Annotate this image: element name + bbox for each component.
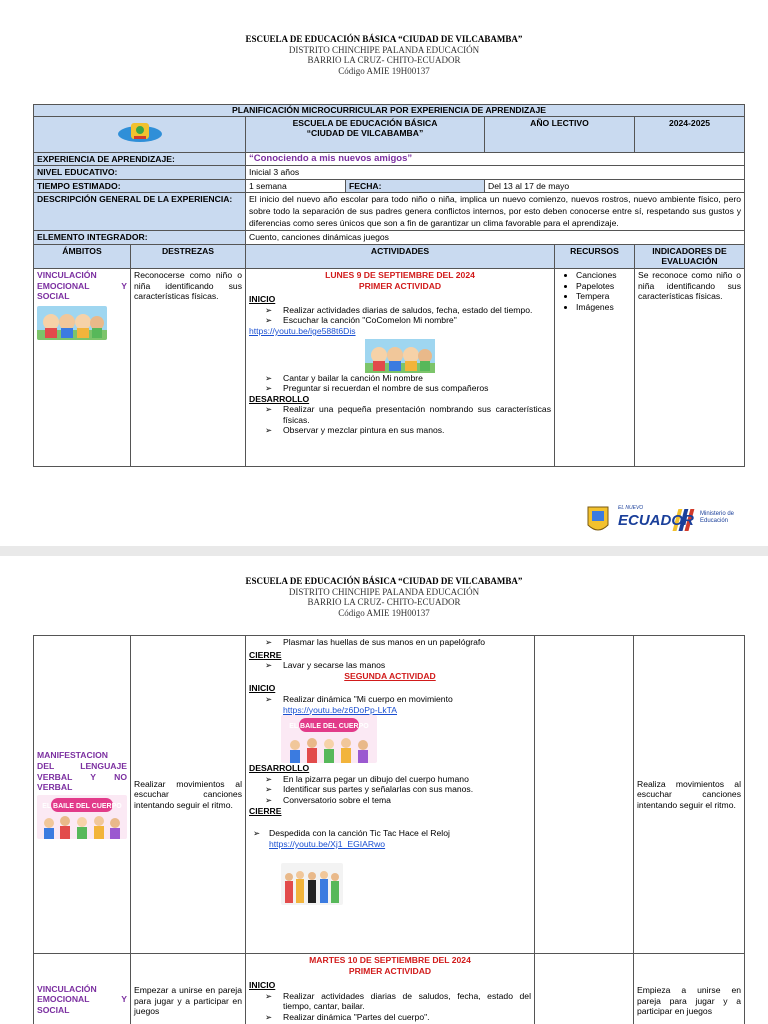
baile-cuerpo-image (37, 795, 127, 839)
school-logo-icon (116, 118, 164, 148)
row2-ambito: MANIFESTACION DEL LENGUAJE VERBAL Y NO VERBAL (37, 750, 127, 793)
list-item: ➢ Realizar dinámica "Mi cuerpo en movimiento https://youtu.be/z6DoPp-LkTA (265, 693, 453, 715)
cocomelon-image (37, 306, 107, 340)
row1-day: LUNES 9 DE SEPTIEMBRE DEL 2024 (325, 269, 475, 280)
row3-activity-title: PRIMER ACTIVIDAD (348, 965, 432, 976)
row2-destreza: Realizar movimientos al escuchar canciones intentando seguir el ritmo. (131, 636, 246, 954)
list-item: ➢ Conversatorio sobre el tema (265, 794, 391, 805)
tiempo-value: 1 semana (246, 179, 346, 193)
ano-lectivo-label: AÑO LECTIVO (485, 116, 635, 152)
list-item: ➢ Realizar una pequeña presentación nombrando sus características físicas. (265, 404, 551, 425)
row3-ambito: VINCULACIÓN EMOCIONAL Y SOCIAL (37, 983, 127, 1015)
row1-inicio: INICIO (249, 294, 276, 305)
row2-cierre2: CIERRE (249, 805, 282, 816)
row1-indicador: Se reconoce como niño o niña identificando sus características físicas. (635, 268, 745, 466)
tiempo-label: TIEMPO ESTIMADO: (34, 179, 246, 193)
descripcion-value: El inicio del nuevo año escolar para todo niño o niña, implica un nuevo comienzo, nuevos rostros, nuevo ambiente físico, pero sobre todo la separación de sus padres genera conflictos internos, por esto deben conocerse entre sí, respetando sus gustos y diferencias como seres únicos que son a fin de garantizar un clima favorable para el aprendizaje. (246, 193, 745, 231)
planning-table-continued (33, 635, 745, 1024)
list-item: ➢ Realizar dinámica "Partes del cuerpo". (265, 1011, 430, 1022)
recursos-list (558, 270, 631, 312)
list-item: ➢ Realizar actividades diarias de saludos, fecha, estado del tiempo, cantar, bailar. (265, 990, 531, 1012)
row2-cierre: CIERRE (249, 649, 282, 660)
row2-cierre2-list (249, 828, 531, 849)
school-logo-cell (34, 116, 246, 152)
list-item: ➢ Identificar sus partes y señalarlas con sus manos. (265, 784, 474, 795)
row2-desarrollo-list (249, 774, 531, 806)
row2-actividades (246, 636, 535, 954)
ministerio-logo (584, 503, 744, 537)
row1-ambito: VINCULACIÓN EMOCIONAL Y SOCIAL (37, 269, 127, 302)
list-item: • Papelotes (576, 281, 631, 292)
col-indicadores: INDICADORES DE EVALUACIÓN (635, 244, 745, 268)
col-actividades: ACTIVIDADES (246, 244, 555, 268)
row3-recursos (535, 954, 634, 1024)
row1-recursos (555, 268, 635, 466)
school-header-title: ESCUELA DE EDUCACIÓN BÁSICA “CIUDAD DE VILCABAMBA” (245, 576, 523, 586)
list-item: • Canciones (576, 270, 631, 281)
row3-inicio: INICIO (249, 980, 276, 991)
elemento-label: ELEMENTO INTEGRADOR: (34, 231, 246, 245)
row1-desarrollo-list (249, 404, 551, 436)
list-item: • Imágenes (576, 302, 631, 313)
baile-cuerpo-video-image (281, 715, 377, 763)
row3-inicio-list (249, 991, 531, 1023)
ano-lectivo-value: 2024-2025 (635, 116, 745, 152)
table-title: PLANIFICACIÓN MICROCURRICULAR POR EXPERIENCIA DE APRENDIZAJE (34, 105, 745, 117)
col-ambitos: ÁMBITOS (34, 244, 131, 268)
school-header-district: DISTRITO CHINCHIPE PALANDA EDUCACIÓN (288, 44, 480, 55)
row3-day: MARTES 10 DE SEPTIEMBRE DEL 2024 (309, 955, 471, 965)
experiencia-label: EXPERIENCIA DE APRENDIZAJE: (34, 152, 246, 166)
list-item: ➢ Plasmar las huellas de sus manos en un papelógrafo (265, 637, 486, 647)
logo-tagline: EL NUEVO (618, 505, 644, 511)
mi-cuerpo-link[interactable]: https://youtu.be/z6DoPp-LkTA (283, 704, 398, 715)
list-item: • Tempera (576, 291, 631, 302)
list-item: ➢ Despedida con la canción Tic Tac Hace el Reloj https://youtu.be/Xj1_EGIARwo (253, 828, 450, 849)
list-item: ➢ Lavar y secarse las manos (265, 660, 386, 671)
cocomelon-video-image (365, 339, 435, 373)
baile-cuerpo-video-text: EL BAILE DEL CUERPO (289, 723, 369, 731)
school-header-2 (0, 576, 768, 618)
school-header-address: BARRIO LA CRUZ- CHITO-ECUADOR (307, 55, 461, 65)
logo-brand: ECUADOR (618, 512, 694, 529)
row2-desarrollo: DESARROLLO (249, 763, 310, 774)
document-page-2 (0, 556, 768, 1024)
experiencia-value: “Conociendo a mis nuevos amigos” (246, 152, 745, 166)
fecha-value: Del 13 al 17 de mayo (485, 179, 745, 193)
row1-desarrollo: DESARROLLO (249, 393, 310, 404)
segunda-actividad-title: SEGUNDA ACTIVIDAD (344, 670, 436, 681)
row1-inicio-list (249, 305, 551, 326)
row2-ambito-cell (34, 636, 131, 954)
row2-indicador: Realiza movimientos al escuchar canciones intentando seguir el ritmo. (634, 636, 745, 954)
school-name-line1: ESCUELA DE EDUCACIÓN BÁSICA (292, 117, 438, 128)
row2-inicio: INICIO (249, 683, 276, 694)
school-header-address: BARRIO LA CRUZ- CHITO-ECUADOR (307, 597, 461, 607)
tic-tac-link[interactable]: https://youtu.be/Xj1_EGIARwo (269, 838, 386, 849)
list-item: ➢ Cantar y bailar la canción Mi nombre (265, 372, 423, 383)
list-item: ➢ Escuchar la canción "CoComelon Mi nombre" (265, 315, 457, 326)
school-header-amie: Código AMIE 19H00137 (338, 607, 430, 618)
row1-actividades (246, 268, 555, 466)
row3-destreza: Empezar a unirse en pareja para jugar y a participar en juegos (131, 954, 246, 1024)
logo-ministerio: Ministerio de Educación (700, 511, 735, 524)
list-item: ➢ Preguntar si recuerdan el nombre de sus compañeros (265, 383, 489, 394)
school-name-cell (246, 116, 485, 152)
school-header-amie: Código AMIE 19H00137 (338, 65, 430, 76)
fecha-label: FECHA: (346, 179, 485, 193)
row3-actividades (246, 954, 535, 1024)
school-header (0, 34, 768, 76)
col-destrezas: DESTREZAS (131, 244, 246, 268)
row2-inicio-list (249, 694, 531, 715)
nivel-value: Inicial 3 años (246, 166, 745, 180)
row2-cont-list (249, 637, 531, 648)
nivel-label: NIVEL EDUCATIVO: (34, 166, 246, 180)
row1-destreza: Reconocerse como niño o niña identificando sus características físicas. (131, 268, 246, 466)
elemento-value: Cuento, canciones dinámicas juegos (246, 231, 745, 245)
school-header-title: ESCUELA DE EDUCACIÓN BÁSICA “CIUDAD DE VILCABAMBA” (245, 34, 523, 44)
planning-table (33, 104, 745, 467)
row3-ambito-cell (34, 954, 131, 1024)
row3-indicador: Empieza a unirse en pareja para jugar y a participar en juegos (634, 954, 745, 1024)
baile-cuerpo-text: EL BAILE DEL CUERPO (42, 802, 122, 810)
col-recursos: RECURSOS (555, 244, 635, 268)
list-item: ➢ En la pizarra pegar un dibujo del cuerpo humano (265, 773, 469, 784)
school-header-district: DISTRITO CHINCHIPE PALANDA EDUCACIÓN (288, 586, 480, 597)
cocomelon-link[interactable]: https://youtu.be/ige588t6Dis (249, 325, 356, 336)
row2-recursos (535, 636, 634, 954)
list-item: ➢ Observar y mezclar pintura en sus manos. (265, 425, 445, 436)
row1-ambito-cell (34, 268, 131, 466)
tic-tac-image (281, 863, 343, 905)
list-item: ➢ Realizar actividades diarias de saludos, fecha, estado del tiempo. (265, 304, 533, 315)
school-name-line2: “CIUDAD DE VILCABAMBA” (306, 128, 424, 139)
descripcion-label: DESCRIPCIÓN GENERAL DE LA EXPERIENCIA: (34, 193, 246, 231)
row1-activity-title: PRIMER ACTIVIDAD (358, 280, 442, 291)
row2-cierre-list (249, 660, 531, 671)
row1-after-image-list (249, 373, 551, 394)
